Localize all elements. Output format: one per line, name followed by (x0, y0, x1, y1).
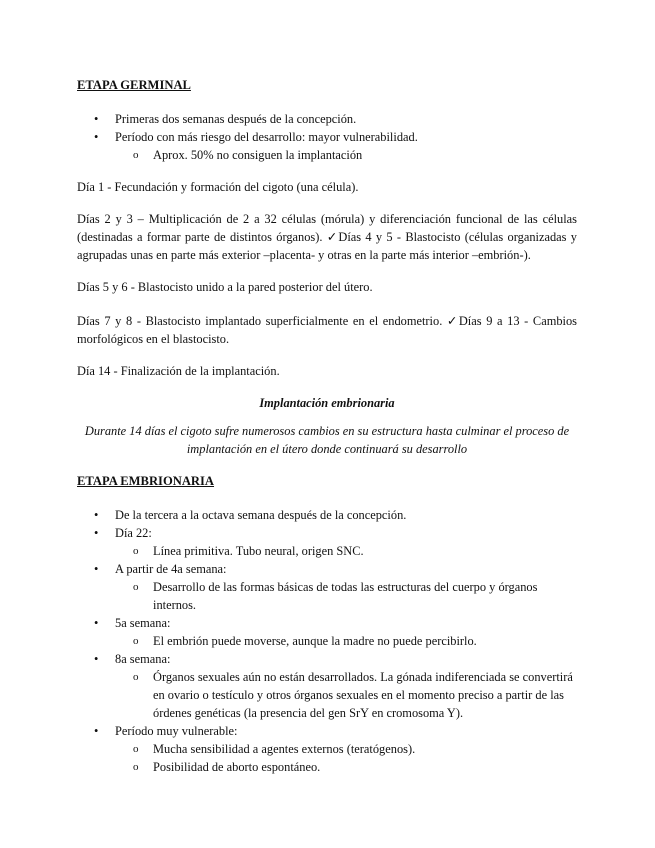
list-item: • 8a semana: (77, 650, 577, 668)
figure-caption: Implantación embrionaria (259, 396, 395, 410)
list-item: • Período muy vulnerable: (77, 722, 577, 740)
germinal-list (77, 110, 577, 164)
heading-etapa-germinal: ETAPA GERMINAL (77, 78, 191, 92)
paragraph-dias-2-3: Días 2 y 3 – Multiplicación de 2 a 32 células (mórula) y diferenciación funcional de las células (destinadas a formar parte de distintos órganos). ✓Días 4 y 5 - Blastocisto (células organizadas y agrupadas unas en parte más exterior –placenta- y otras en la parte más interior –embrión-). (77, 212, 577, 262)
paragraph-dias-7-8: Días 7 y 8 - Blastocisto implantado superficialmente en el endometrio. ✓Días 9 a 13 - Cambios morfológicos en el blastocisto. (77, 314, 577, 346)
paragraph-dia-1: Día 1 - Fecundación y formación del cigoto (una célula). (77, 180, 359, 194)
list-item: • De la tercera a la octava semana después de la concepción. (77, 506, 577, 524)
sub-list-item: o Aprox. 50% no consiguen la implantación (77, 146, 577, 164)
sub-list-item: o Desarrollo de las formas básicas de todas las estructuras del cuerpo y órganos internos. (77, 578, 577, 614)
sub-list-item: o Mucha sensibilidad a agentes externos (teratógenos). (77, 740, 577, 758)
list-item: • Período con más riesgo del desarrollo: mayor vulnerabilidad. (77, 128, 577, 146)
list-item: • Primeras dos semanas después de la concepción. (77, 110, 577, 128)
list-item: • A partir de 4a semana: (77, 560, 577, 578)
list-item: • Día 22: (77, 524, 577, 542)
sub-list-item: o Órganos sexuales aún no están desarrollados. La gónada indiferenciada se convertirá en ovario o testículo y otros órganos sexuales en el momento preciso a partir de las órdenes genéticas (la presencia del gen SrY en cromosoma Y). (77, 668, 577, 722)
figure-description: Durante 14 días el cigoto sufre numerosos cambios en su estructura hasta culminar el proceso de implantación en el útero donde continuará su desarrollo (84, 424, 570, 456)
paragraph-dias-5-6: Días 5 y 6 - Blastocisto unido a la pared posterior del útero. (77, 280, 373, 294)
sub-list-item: o Línea primitiva. Tubo neural, origen SNC. (77, 542, 577, 560)
list-item: • 5a semana: (77, 614, 577, 632)
sub-list-item: o El embrión puede moverse, aunque la madre no puede percibirlo. (77, 632, 577, 650)
sub-list-item: o Posibilidad de aborto espontáneo. (77, 758, 577, 776)
paragraph-dia-14: Día 14 - Finalización de la implantación. (77, 364, 280, 378)
embrionaria-list (77, 506, 577, 776)
heading-etapa-embrionaria: ETAPA EMBRIONARIA (77, 474, 215, 488)
